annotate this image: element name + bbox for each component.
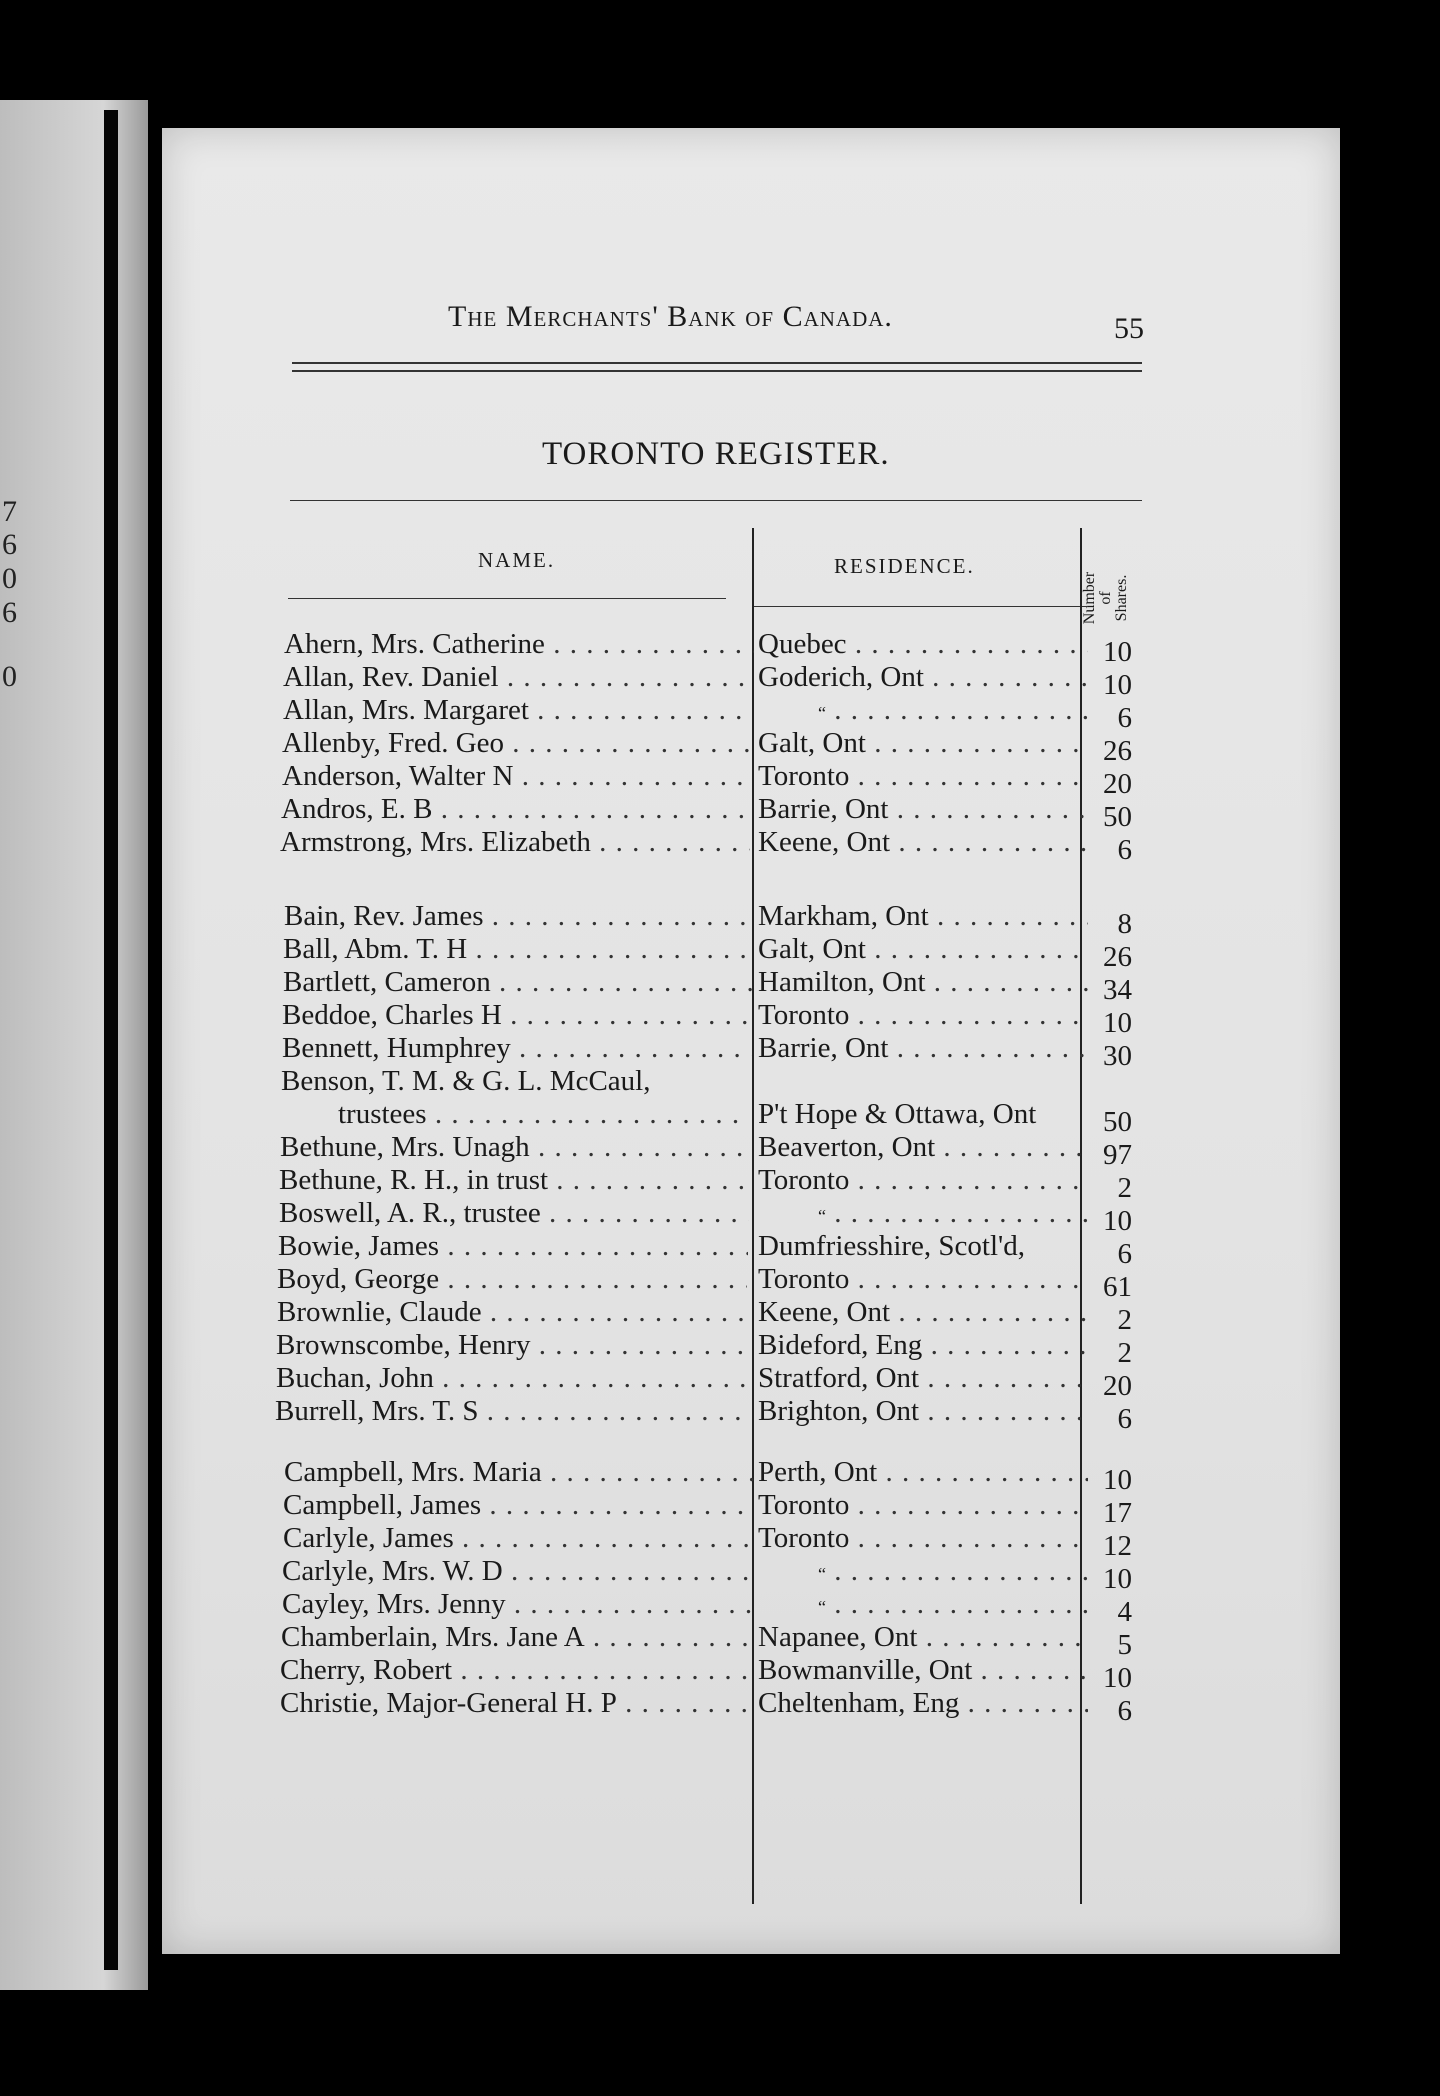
shareholder-name-text: Cherry, Robert <box>280 1654 453 1686</box>
shareholder-name-text: Brownlie, Claude <box>277 1296 482 1328</box>
shareholder-name-text: Boyd, George <box>277 1263 440 1295</box>
register-row <box>162 1098 1162 1138</box>
shareholder-name <box>281 1065 751 1098</box>
shareholder-name <box>283 1522 753 1555</box>
register-section <box>162 1456 1162 1727</box>
shareholder-residence-text: “ <box>818 703 826 723</box>
shareholder-name <box>284 1456 754 1489</box>
column-header-shares <box>1082 538 1132 638</box>
shareholder-residence-text: Toronto <box>758 1489 850 1521</box>
shareholder-residence <box>758 1164 1088 1197</box>
shareholder-name-text: Beddoe, Charles H <box>282 999 502 1031</box>
shareholder-residence-text: Toronto <box>758 760 850 792</box>
shareholder-residence <box>758 966 1088 999</box>
share-count: 10 <box>1103 1563 1132 1595</box>
register-row <box>162 1296 1162 1336</box>
facing-page-fragment: 7 <box>2 495 17 528</box>
shareholder-residence <box>758 694 1088 727</box>
shareholder-residence-text: Galt, Ont <box>758 727 866 759</box>
shareholder-name <box>284 628 754 661</box>
shareholder-name <box>280 1687 750 1720</box>
share-count: 6 <box>1117 702 1132 734</box>
share-count: 17 <box>1103 1497 1132 1529</box>
register-row <box>162 966 1162 1006</box>
shareholder-residence-text: “ <box>818 1564 826 1584</box>
shareholder-name-text: Allan, Rev. Daniel <box>283 661 499 693</box>
shareholder-name-text: Anderson, Walter N <box>282 760 514 792</box>
shareholder-name <box>281 793 751 826</box>
register-row <box>162 1588 1162 1628</box>
shareholder-residence <box>758 900 1088 933</box>
shareholder-name <box>282 1588 752 1621</box>
register-row <box>162 1131 1162 1171</box>
shareholder-name-text: Allan, Mrs. Margaret <box>283 694 529 726</box>
shareholder-name-text: Allenby, Fred. Geo <box>282 727 505 759</box>
shareholder-residence <box>758 793 1088 826</box>
share-count: 6 <box>1117 1403 1132 1435</box>
shareholder-residence <box>758 1588 1088 1621</box>
shareholder-residence-text: Toronto <box>758 1522 850 1554</box>
shareholder-name <box>281 1621 751 1654</box>
shareholder-name-text: Bowie, James <box>278 1230 440 1262</box>
table-top-rule <box>290 500 1142 501</box>
shareholder-residence-text: Brighton, Ont <box>758 1395 920 1427</box>
shareholder-residence-text: Cheltenham, Eng <box>758 1687 960 1719</box>
register-row <box>162 628 1162 668</box>
shareholder-name <box>276 1362 746 1395</box>
shareholder-name-text: Ball, Abm. T. H <box>283 933 468 965</box>
shareholder-residence <box>758 1032 1088 1065</box>
column-header-shares-label: Number of Shares. <box>1081 571 1130 625</box>
shareholder-name-text: Andros, E. B <box>281 793 433 825</box>
shareholder-residence-text: “ <box>818 1206 826 1226</box>
facing-page-edge <box>0 100 148 1990</box>
register-row <box>162 900 1162 940</box>
register-row <box>162 1164 1162 1204</box>
shareholder-residence <box>758 1263 1088 1296</box>
shareholder-name-text: Bain, Rev. James <box>284 900 484 932</box>
share-count: 10 <box>1103 1205 1132 1237</box>
shareholder-residence-text: Bowmanville, Ont <box>758 1654 973 1686</box>
share-count: 97 <box>1103 1139 1132 1171</box>
register-row <box>162 727 1162 767</box>
header-rule <box>292 370 1142 372</box>
shareholder-residence <box>758 1654 1088 1687</box>
shareholder-residence <box>758 727 1088 760</box>
shareholder-residence <box>758 1098 1088 1131</box>
shareholder-name-text: Boswell, A. R., trustee <box>279 1197 541 1229</box>
facing-page-fragment: 0 <box>2 562 17 595</box>
page-number: 55 <box>1114 312 1144 345</box>
shareholder-residence <box>758 1687 1088 1720</box>
shareholder-residence-text: Dumfriesshire, Scotl'd, <box>758 1230 1025 1262</box>
shareholder-residence <box>758 1329 1088 1362</box>
shareholder-name <box>283 694 753 727</box>
shareholder-name-text: Armstrong, Mrs. Elizabeth <box>280 826 591 858</box>
register-title: TORONTO REGISTER. <box>542 436 890 472</box>
shareholder-name <box>275 1395 745 1428</box>
shareholder-name-text: Burrell, Mrs. T. S <box>275 1395 479 1427</box>
shareholder-residence-text: Napanee, Ont <box>758 1621 918 1653</box>
share-count: 2 <box>1117 1172 1132 1204</box>
shareholder-residence-text: Beaverton, Ont <box>758 1131 936 1163</box>
shareholder-residence <box>758 1456 1088 1489</box>
share-count: 10 <box>1103 636 1132 668</box>
register-row <box>162 999 1162 1039</box>
share-count: 61 <box>1103 1271 1132 1303</box>
shareholder-name <box>278 1230 748 1263</box>
shareholder-name <box>283 661 753 694</box>
shareholder-name <box>283 1489 753 1522</box>
share-count: 2 <box>1117 1337 1132 1369</box>
share-count: 12 <box>1103 1530 1132 1562</box>
shareholder-residence-text: Bideford, Eng <box>758 1329 923 1361</box>
register-row <box>162 1263 1162 1303</box>
register-row <box>162 1032 1162 1072</box>
shareholder-residence <box>758 1621 1088 1654</box>
share-count: 30 <box>1103 1040 1132 1072</box>
register-row <box>162 1654 1162 1694</box>
facing-page-fragment: 6 <box>2 528 17 561</box>
shareholder-residence-text: Barrie, Ont <box>758 1032 889 1064</box>
shareholder-residence <box>758 1489 1088 1522</box>
register-row <box>162 1555 1162 1595</box>
shareholder-name-text: trustees <box>338 1098 427 1130</box>
header-underline <box>752 606 1088 607</box>
share-count: 2 <box>1117 1304 1132 1336</box>
shareholder-residence <box>758 1555 1088 1588</box>
share-count: 6 <box>1117 1695 1132 1727</box>
header-rule <box>292 362 1142 364</box>
shareholder-name <box>282 727 752 760</box>
share-count: 10 <box>1103 1662 1132 1694</box>
register-row <box>162 1230 1162 1270</box>
share-count: 50 <box>1103 801 1132 833</box>
shareholder-residence <box>758 1296 1088 1329</box>
shareholder-residence <box>758 661 1088 694</box>
register-row <box>162 1395 1162 1435</box>
shareholder-residence-text: Toronto <box>758 1263 850 1295</box>
shareholder-name <box>282 760 752 793</box>
share-count: 6 <box>1117 834 1132 866</box>
shareholder-residence-text: Stratford, Ont <box>758 1362 920 1394</box>
share-count: 26 <box>1103 735 1132 767</box>
shareholder-residence-text: Quebec <box>758 628 847 660</box>
shareholder-residence <box>758 999 1088 1032</box>
shareholder-residence-text: Galt, Ont <box>758 933 866 965</box>
shareholder-name-text: Bethune, R. H., in trust <box>279 1164 549 1196</box>
register-row <box>162 1065 1162 1098</box>
share-count: 26 <box>1103 941 1132 973</box>
shareholder-residence <box>758 826 1088 859</box>
shareholder-name-text: Carlyle, James <box>283 1522 454 1554</box>
shareholder-residence-text: Toronto <box>758 999 850 1031</box>
column-header-residence: RESIDENCE. <box>834 554 975 578</box>
shareholder-name-text: Campbell, James <box>283 1489 482 1521</box>
share-count: 10 <box>1103 669 1132 701</box>
shareholder-residence-text: Perth, Ont <box>758 1456 878 1488</box>
register-row <box>162 1522 1162 1562</box>
shareholder-name <box>283 966 753 999</box>
shareholder-residence <box>758 1230 1088 1263</box>
register-row <box>162 1362 1162 1402</box>
facing-page-fragment: 0 <box>2 660 17 693</box>
facing-page-fragment: 6 <box>2 596 17 629</box>
register-row <box>162 1456 1162 1496</box>
shareholder-name <box>282 1555 752 1588</box>
register-row <box>162 760 1162 800</box>
shareholder-residence <box>758 933 1088 966</box>
shareholder-name <box>284 900 754 933</box>
shareholder-name <box>280 1654 750 1687</box>
share-count: 20 <box>1103 1370 1132 1402</box>
shareholder-name <box>282 1032 752 1065</box>
share-count: 20 <box>1103 768 1132 800</box>
shareholder-residence-text: P't Hope & Ottawa, Ont <box>758 1098 1037 1130</box>
shareholder-name <box>279 1197 749 1230</box>
shareholder-residence-text: Keene, Ont <box>758 826 891 858</box>
column-header-name: NAME. <box>478 548 556 572</box>
shareholder-name <box>283 933 753 966</box>
shareholder-name-text: Brownscombe, Henry <box>276 1329 531 1361</box>
share-count: 4 <box>1117 1596 1132 1628</box>
share-count: 5 <box>1117 1629 1132 1661</box>
shareholder-name <box>280 826 750 859</box>
shareholder-name-text: Chamberlain, Mrs. Jane A <box>281 1621 585 1653</box>
register-row <box>162 1687 1162 1727</box>
share-count: 34 <box>1103 974 1132 1006</box>
shareholder-name-text: Benson, T. M. & G. L. McCaul, <box>281 1065 651 1097</box>
shareholder-name-text: Buchan, John <box>276 1362 434 1394</box>
shareholder-residence <box>758 628 1088 661</box>
register-section <box>162 628 1162 866</box>
register-row <box>162 1197 1162 1237</box>
shareholder-name-text: Bethune, Mrs. Unagh <box>280 1131 530 1163</box>
share-count: 10 <box>1103 1007 1132 1039</box>
share-count: 8 <box>1117 908 1132 940</box>
register-row <box>162 933 1162 973</box>
register-row <box>162 826 1162 866</box>
shareholder-residence <box>758 1522 1088 1555</box>
register-row <box>162 1621 1162 1661</box>
shareholder-name <box>280 1131 750 1164</box>
shareholder-name <box>280 1098 750 1131</box>
shareholder-name-text: Bartlett, Cameron <box>283 966 491 998</box>
shareholder-name-text: Campbell, Mrs. Maria <box>284 1456 542 1488</box>
shareholder-name-text: Bennett, Humphrey <box>282 1032 511 1064</box>
share-count: 50 <box>1103 1106 1132 1138</box>
register-row <box>162 1329 1162 1369</box>
register-row <box>162 661 1162 701</box>
shareholder-name-text: Ahern, Mrs. Catherine <box>284 628 545 660</box>
register-section <box>162 900 1162 1435</box>
shareholder-name <box>282 999 752 1032</box>
header-underline <box>288 598 726 599</box>
shareholder-residence-text: “ <box>818 1597 826 1617</box>
shareholder-residence <box>758 1395 1088 1428</box>
shareholder-name <box>277 1263 747 1296</box>
shareholder-residence-text: Goderich, Ont <box>758 661 924 693</box>
book-page <box>162 128 1340 1954</box>
share-count: 10 <box>1103 1464 1132 1496</box>
share-count: 6 <box>1117 1238 1132 1270</box>
register-row <box>162 694 1162 734</box>
shareholder-residence <box>758 1131 1088 1164</box>
shareholder-residence <box>758 1197 1088 1230</box>
shareholder-name-text: Cayley, Mrs. Jenny <box>282 1588 506 1620</box>
shareholder-name <box>276 1329 746 1362</box>
book-spine <box>104 110 118 1970</box>
shareholder-residence-text: Keene, Ont <box>758 1296 891 1328</box>
shareholder-residence-text: Hamilton, Ont <box>758 966 926 998</box>
shareholder-name <box>277 1296 747 1329</box>
shareholder-residence <box>758 1362 1088 1395</box>
shareholder-name <box>279 1164 749 1197</box>
shareholder-residence <box>758 760 1088 793</box>
shareholder-name-text: Christie, Major-General H. P <box>280 1687 617 1719</box>
shareholder-residence-text: Toronto <box>758 1164 850 1196</box>
shareholder-residence-text: Barrie, Ont <box>758 793 889 825</box>
register-row <box>162 1489 1162 1529</box>
register-row <box>162 793 1162 833</box>
running-head: The Merchants' Bank of Canada. <box>448 300 893 333</box>
shareholder-name-text: Carlyle, Mrs. W. D <box>282 1555 503 1587</box>
shareholder-residence-text: Markham, Ont <box>758 900 929 932</box>
